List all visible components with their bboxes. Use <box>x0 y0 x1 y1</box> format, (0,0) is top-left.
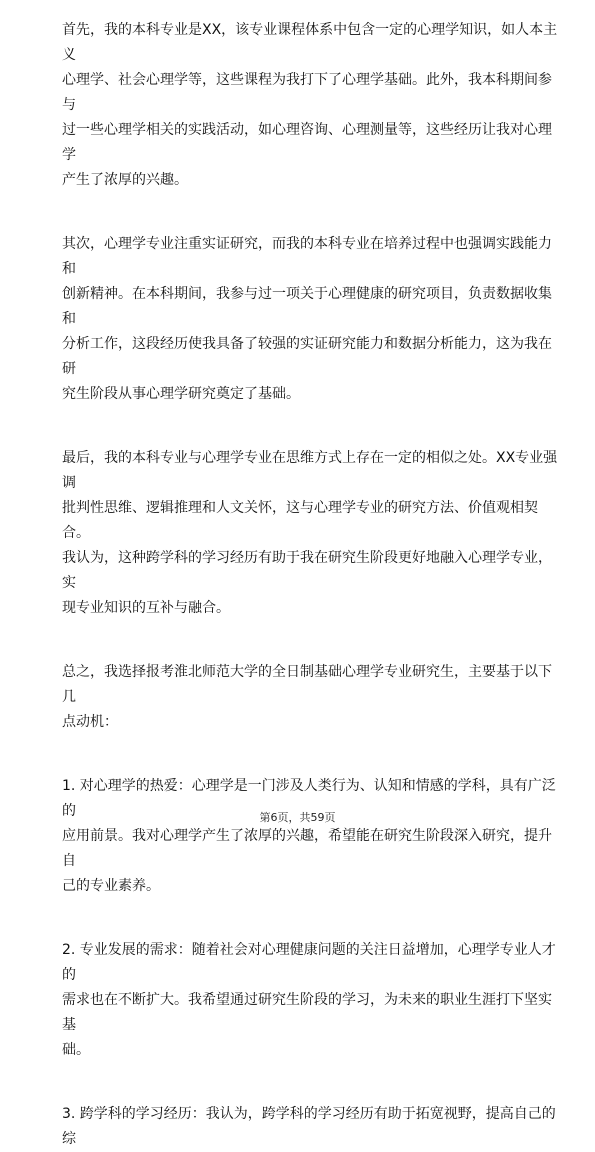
paragraph-thinking-style: 最后，我的本科专业与心理学专业在思维方式上存在一定的相似之处。XX专业强调 批判性思维、逻辑推理和人文关怀，这与心理学专业的研究方法、价值观相契合。 我认为，这种跨学科的学习经历有助于我在研究生阶段更好地融入心理学专业，实 现专业知识的互补与融合。 <box>62 450 558 616</box>
paragraph-undergrad-major: 首先，我的本科专业是XX，该专业课程体系中包含一定的心理学知识，如人本主义 心理学、社会心理学等，这些课程为我打下了心理学基础。此外，我本科期间参与 过一些心理学相关的实践活动，如心理咨询、心理测量等，这些经历让我对心理学 产生了浓厚的兴趣。 <box>62 22 558 188</box>
paragraph-summary: 总之，我选择报考淮北师范大学的全日制基础心理学专业研究生，主要基于以下几 点动机： <box>62 664 552 730</box>
paragraph-empirical-research: 其次，心理学专业注重实证研究，而我的本科专业在培养过程中也强调实践能力和 创新精神。在本科期间，我参与过一项关于心理健康的研究项目，负责数据收集和 分析工作，这段经历使我具备了较强的实证研究能力和数据分析能力，这为我在研 究生阶段从事心理学研究奠定了基础。 <box>62 236 552 402</box>
list-item-motivation-2: 2. 专业发展的需求：随着社会对心理健康问题的关注日益增加，心理学专业人才的 需求也在不断扩大。我希望通过研究生阶段的学习，为未来的职业生涯打下坚实基 础。 <box>62 942 556 1058</box>
page-number-footer: 第6页，共59页 <box>259 811 336 824</box>
list-item-motivation-1: 1. 对心理学的热爱：心理学是一门涉及人类行为、认知和情感的学科，具有广泛的 应用前景。我对心理学产生了浓厚的兴趣，希望能在研究生阶段深入研究，提升自 己的专业素养。 <box>62 778 556 894</box>
list-item-motivation-3: 3. 跨学科的学习经历：我认为，跨学科的学习经历有助于拓宽视野，提高自己的综 <box>62 1106 556 1147</box>
document-body <box>62 18 562 1147</box>
